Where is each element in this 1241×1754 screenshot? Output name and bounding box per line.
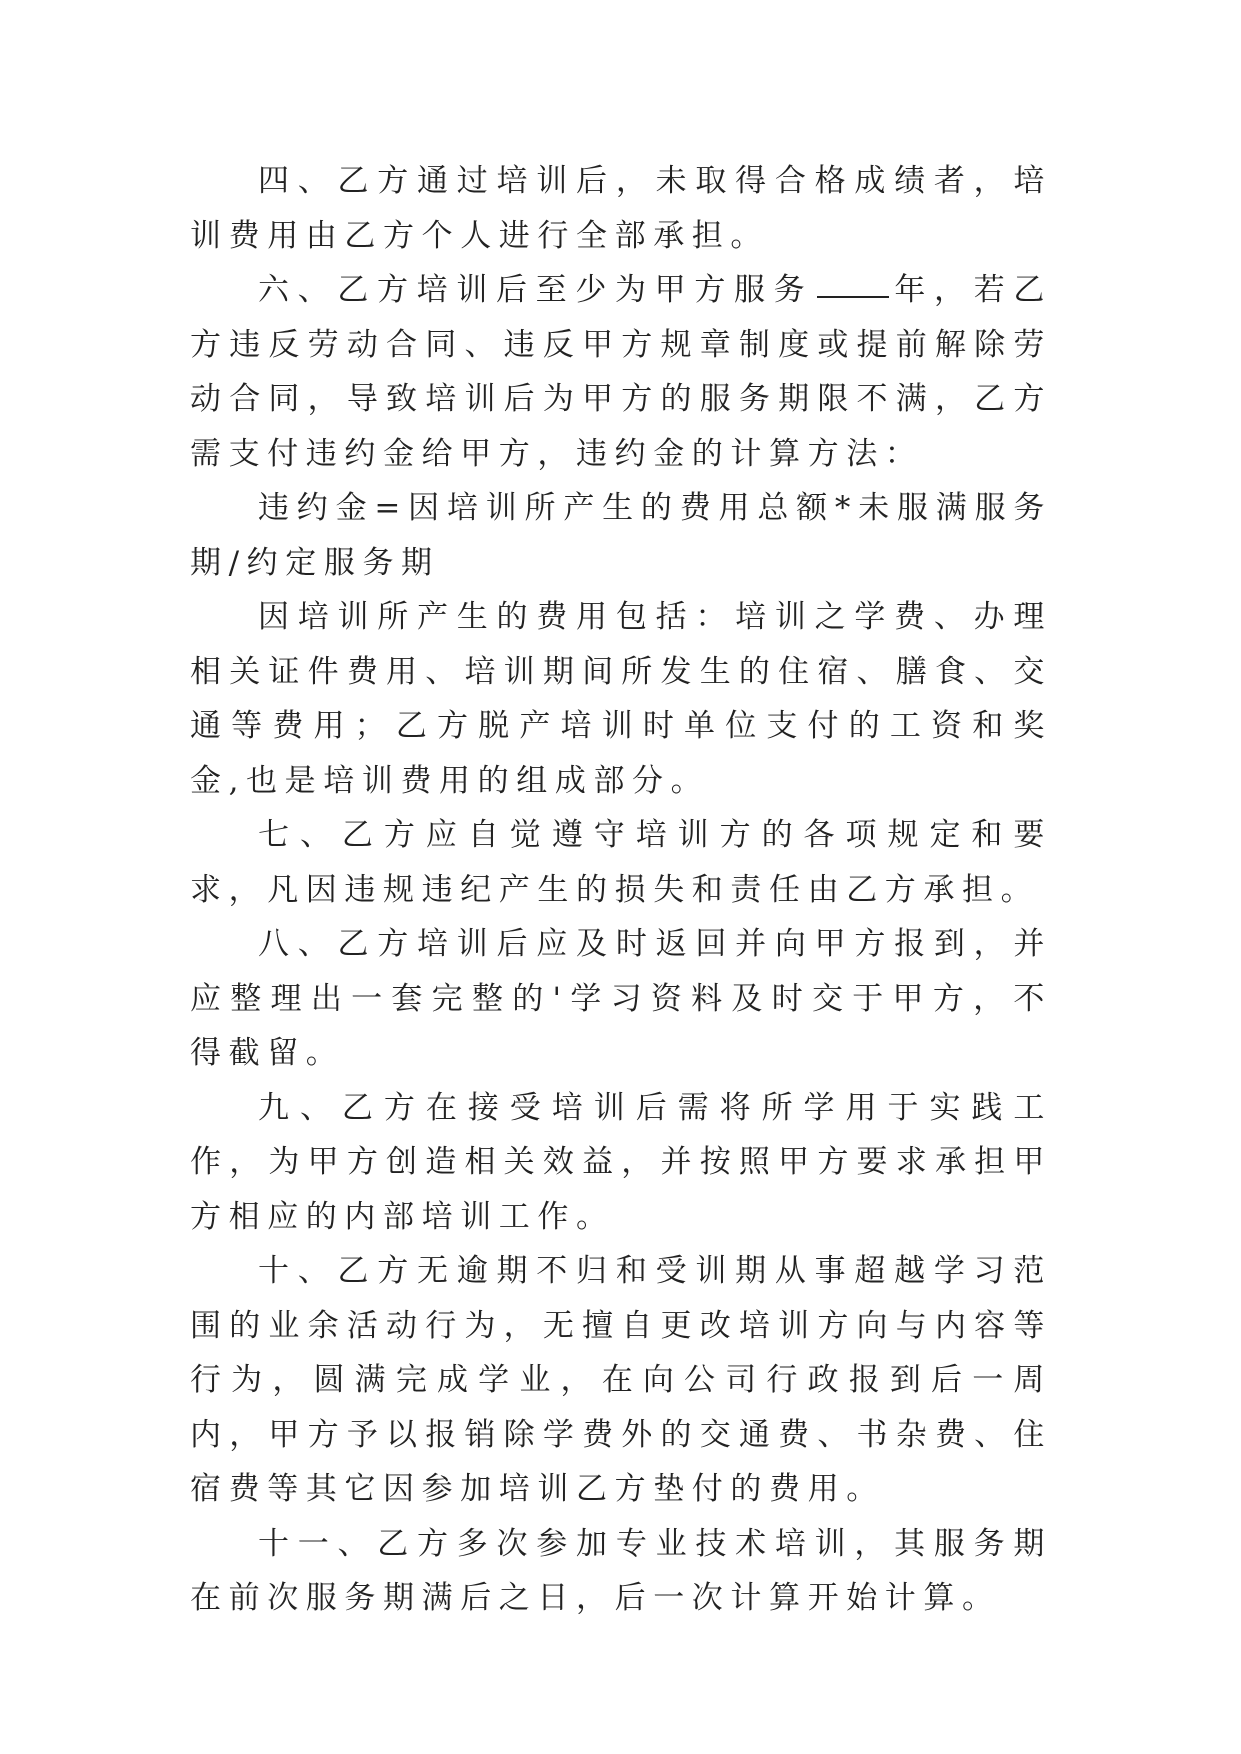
clause-10-paragraph: 十、乙方无逾期不归和受训期从事超越学习范围的业余活动行为，无擅自更改培训方向与内容等行为，圆满完成学业，在向公司行政报到后一周内，甲方予以报销除学费外的交通费、书杂费、住宿费等其它因参加培训乙方垫付的费用。 — [190, 1253, 1052, 1507]
penalty-formula-paragraph: 违约金=因培训所产生的费用总额*未服满服务期/约定服务期 — [190, 490, 1052, 581]
clause-9-paragraph: 九、乙方在接受培训后需将所学用于实践工作，为甲方创造相关效益，并按照甲方要求承担甲方相应的内部培训工作。 — [190, 1089, 1052, 1235]
training-costs-paragraph: 因培训所产生的费用包括：培训之学费、办理相关证件费用、培训期间所发生的住宿、膳食、交通等费用；乙方脱产培训时单位支付的工资和奖金,也是培训费用的组成部分。 — [190, 599, 1052, 799]
clause-6-text-after-blank: 年，若乙方违反劳动合同、违反甲方规章制度或提前解除劳动合同，导致培训后为甲方的服务期限不满，乙方需支付违约金给甲方，违约金的计算方法： — [190, 272, 1052, 472]
clause-7-paragraph: 七、乙方应自觉遵守培训方的各项规定和要求，凡因违规违纪产生的损失和责任由乙方承担。 — [190, 817, 1052, 908]
clause-4-paragraph: 四、乙方通过培训后，未取得合格成绩者，培训费用由乙方个人进行全部承担。 — [190, 163, 1052, 254]
clause-6-paragraph — [190, 263, 1052, 481]
clause-11-paragraph: 十一、乙方多次参加专业技术培训，其服务期在前次服务期满后之日，后一次计算开始计算。 — [190, 1525, 1052, 1616]
service-years-blank — [817, 295, 889, 298]
document-body — [190, 154, 1052, 1626]
clause-8-paragraph: 八、乙方培训后应及时返回并向甲方报到，并应整理出一套完整的'学习资料及时交于甲方，不得截留。 — [190, 926, 1052, 1071]
clause-6-text-before-blank: 六、乙方培训后至少为甲方服务 — [258, 272, 814, 308]
